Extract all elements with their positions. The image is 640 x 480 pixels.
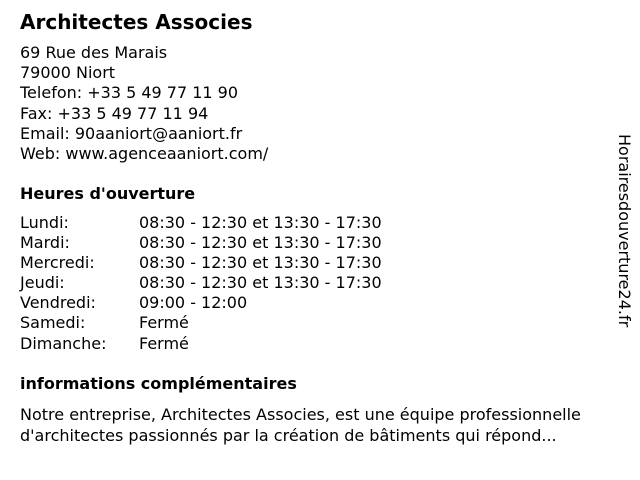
opening-hours-table xyxy=(20,213,440,354)
hours-row-tuesday xyxy=(20,233,440,253)
hours-row-saturday xyxy=(20,313,440,333)
time-value: 08:30 - 12:30 et 13:30 - 17:30 xyxy=(139,233,382,253)
hours-row-sunday xyxy=(20,334,440,354)
phone-number: Telefon: +33 5 49 77 11 90 xyxy=(20,83,239,103)
day-label: Samedi: xyxy=(20,313,86,333)
description-line-1: Notre entreprise, Architectes Associes, est une équipe professionnelle xyxy=(20,405,581,424)
hours-row-monday xyxy=(20,213,440,233)
contact-block xyxy=(20,43,268,164)
day-label: Jeudi: xyxy=(20,273,65,293)
hours-row-friday xyxy=(20,293,440,313)
email-address: Email: 90aaniort@aaniort.fr xyxy=(20,123,243,143)
day-label: Lundi: xyxy=(20,213,69,232)
description-line-2: d'architectes passionnés par la création de bâtiments qui répond... xyxy=(20,426,557,445)
day-label: Mardi: xyxy=(20,233,70,253)
hours-row-wednesday xyxy=(20,253,440,273)
day-label: Mercredi: xyxy=(20,253,95,273)
business-description xyxy=(20,404,630,446)
additional-info-heading: informations complémentaires xyxy=(20,374,297,393)
website: Web: www.agenceaaniort.com/ xyxy=(20,143,269,163)
time-value: 09:00 - 12:00 xyxy=(139,293,248,313)
time-value: Fermé xyxy=(139,333,189,353)
hours-row-thursday xyxy=(20,273,440,293)
day-label: Dimanche: xyxy=(20,333,107,353)
site-watermark: Horairesdouverture24.fr xyxy=(615,134,634,328)
day-label: Vendredi: xyxy=(20,293,96,313)
business-name: Architectes Associes xyxy=(20,10,253,34)
time-value: Fermé xyxy=(139,313,189,333)
time-value: 08:30 - 12:30 et 13:30 - 17:30 xyxy=(139,253,382,273)
time-value: 08:30 - 12:30 et 13:30 - 17:30 xyxy=(139,273,382,293)
opening-hours-heading: Heures d'ouverture xyxy=(20,184,196,203)
address-street: 69 Rue des Marais xyxy=(20,43,168,62)
address-city: 79000 Niort xyxy=(20,63,116,83)
fax-number: Fax: +33 5 49 77 11 94 xyxy=(20,103,209,123)
time-value: 08:30 - 12:30 et 13:30 - 17:30 xyxy=(139,213,382,232)
